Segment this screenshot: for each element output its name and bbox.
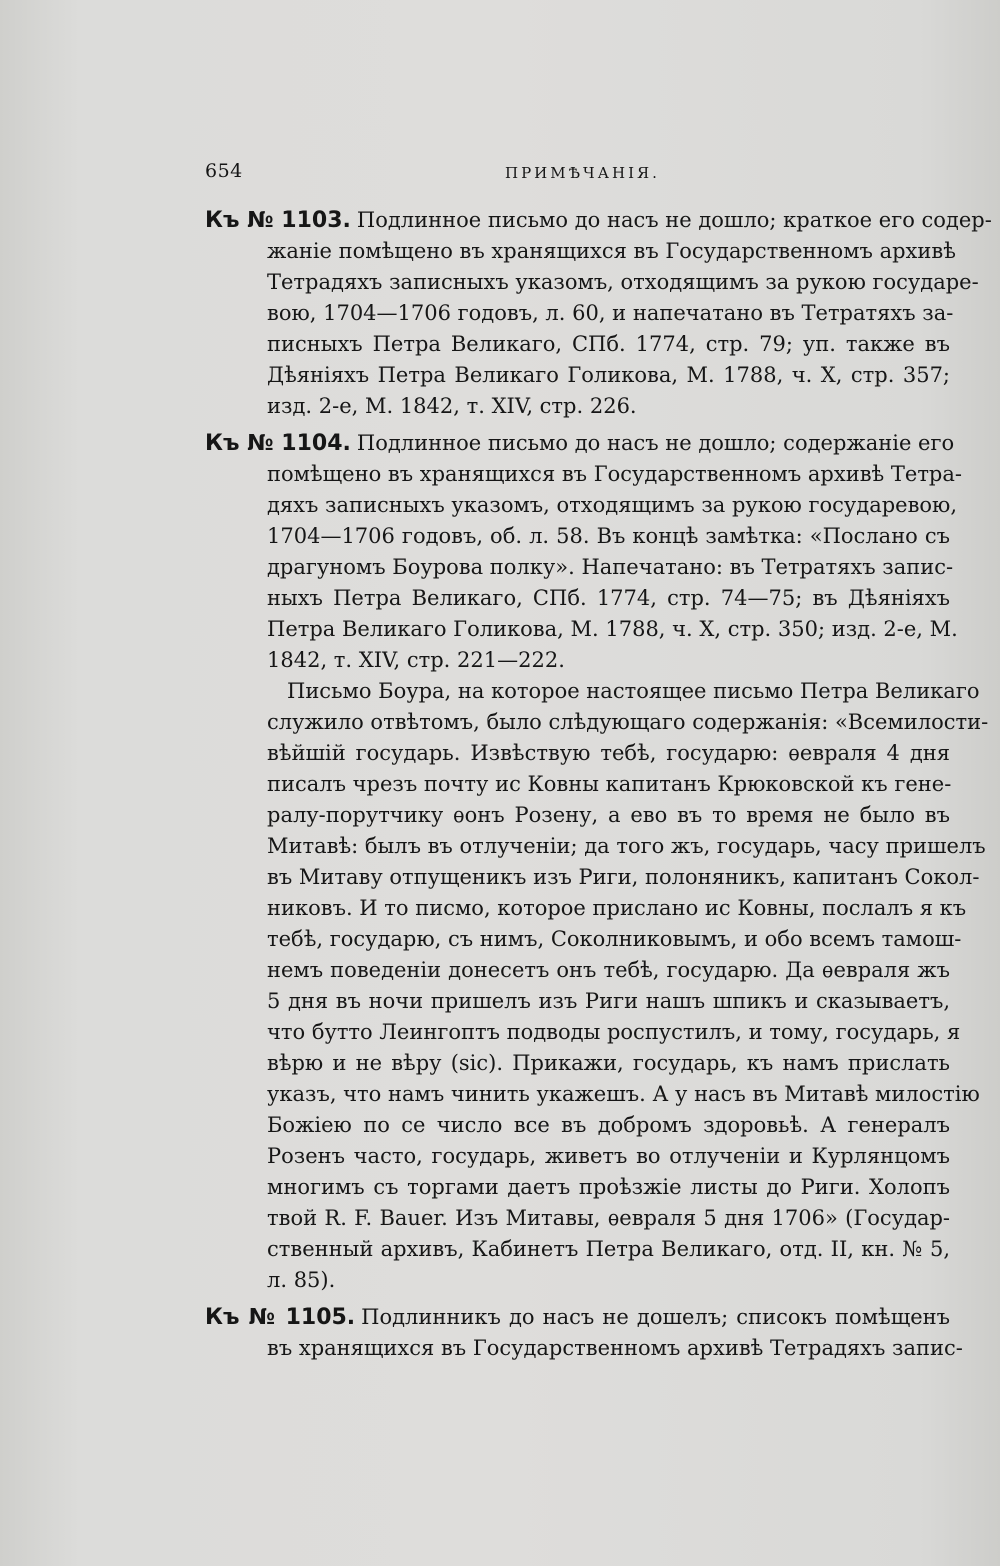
- paragraph-line: писалъ чрезъ почту ис Ковны капитанъ Крюковской къ гене-: [267, 772, 952, 796]
- note-line: драгуномъ Боурова полку». Напечатано: въ Тетратяхъ запис-: [267, 555, 954, 579]
- paragraph-line: вѣйшій государь. Извѣствую тебѣ, государю: ѳевраля 4 дня: [267, 741, 950, 765]
- paragraph-line: л. 85).: [267, 1268, 336, 1292]
- note-line: вою, 1704—1706 годовъ, л. 60, и напечатано въ Тетратяхъ за-: [267, 301, 954, 325]
- paragraph-line: служило отвѣтомъ, было слѣдующаго содержанія: «Всемилости-: [267, 710, 989, 734]
- paragraph-line: указъ, что намъ чинить укажешъ. А у насъ въ Митавѣ милостію: [267, 1082, 980, 1106]
- paragraph-line: ственный архивъ, Кабинетъ Петра Великаго, отд. II, кн. № 5,: [267, 1237, 950, 1261]
- paragraph-line: никовъ. И то писмо, которое прислано ис Ковны, послалъ я къ: [267, 896, 967, 920]
- section-title: ПРИМѢЧАНІЯ.: [505, 164, 660, 182]
- note-line: писныхъ Петра Великаго, СПб. 1774, стр. 79; уп. также въ: [267, 332, 950, 356]
- note-line: Къ № 1105. Подлинникъ до насъ не дошелъ; списокъ помѣщенъ: [205, 1305, 951, 1330]
- note-1105: [205, 1302, 963, 1364]
- note-line: жаніе помѣщено въ хранящихся въ Государственномъ архивѣ: [267, 239, 956, 263]
- note-line: 1704—1706 годовъ, об. л. 58. Въ концѣ замѣтка: «Послано съ: [267, 524, 950, 548]
- note-line: дяхъ записныхъ указомъ, отходящимъ за рукою государевою,: [267, 493, 958, 517]
- paragraph-line: Розенъ часто, государь, живетъ во отлученіи и Курлянцомъ: [267, 1144, 950, 1168]
- paragraph-line: многимъ съ торгами даетъ проѣзжіе листы до Риги. Холопъ: [267, 1175, 950, 1199]
- note-line: въ хранящихся въ Государственномъ архивѣ Тетрадяхъ запис-: [267, 1336, 963, 1360]
- paragraph-line: Митавѣ: былъ въ отлученіи; да того жъ, государь, часу пришелъ: [267, 834, 986, 858]
- note-1103: [205, 205, 992, 422]
- paragraph-line: ралу-порутчику ѳонъ Розену, а ево въ то время не было въ: [267, 803, 950, 827]
- note-label: Къ № 1104.: [205, 431, 351, 456]
- note-line: Петра Великаго Голикова, М. 1788, ч. X, стр. 350; изд. 2-е, М.: [267, 617, 958, 641]
- note-label: Къ № 1105.: [205, 1305, 356, 1330]
- note-line: Къ № 1103. Подлинное письмо до насъ не дошло; краткое его содер-: [205, 208, 992, 233]
- note-line: Дѣяніяхъ Петра Великаго Голикова, М. 1788, ч. X, стр. 357;: [267, 363, 950, 387]
- paragraph-line: тебѣ, государю, съ нимъ, Соколниковымъ, и обо всемъ тамош-: [267, 927, 962, 951]
- paragraph-line: въ Митаву отпущеникъ изъ Риги, полоняникъ, капитанъ Сокол-: [267, 865, 980, 889]
- paragraph-line: Письмо Боура, на которое настоящее письмо Петра Великаго: [287, 679, 980, 703]
- note-line: изд. 2-е, М. 1842, т. XIV, стр. 226.: [267, 394, 637, 418]
- paragraph-line: немъ поведеніи донесетъ онъ тебѣ, государю. Да ѳевраля жъ: [267, 958, 950, 982]
- notes-body: [205, 205, 992, 1370]
- note-line: 1842, т. XIV, стр. 221—222.: [267, 648, 565, 672]
- paragraph-line: что бутто Леингоптъ подводы роспустилъ, и тому, государь, я: [267, 1020, 961, 1044]
- paragraph-line: 5 дня въ ночи пришелъ изъ Риги нашъ шпикъ и сказываетъ,: [267, 989, 950, 1013]
- note-label: Къ № 1103.: [205, 208, 351, 233]
- running-head: [205, 150, 950, 190]
- note-line: ныхъ Петра Великаго, СПб. 1774, стр. 74—75; въ Дѣяніяхъ: [267, 586, 950, 610]
- note-1104: [205, 428, 989, 1296]
- note-line: помѣщено въ хранящихся въ Государственномъ архивѣ Тетра-: [267, 462, 962, 486]
- quoted-letter-paragraph: [205, 676, 989, 1296]
- paragraph-line: твой R. F. Bauer. Изъ Митавы, ѳевраля 5 дня 1706» (Государ-: [267, 1206, 950, 1230]
- page-number: 654: [205, 160, 243, 182]
- paragraph-line: вѣрю и не вѣру (sic). Прикажи, государь, къ намъ прислать: [267, 1051, 950, 1075]
- note-line: Къ № 1104. Подлинное письмо до насъ не дошло; содержаніе его: [205, 431, 955, 456]
- note-line: Тетрадяхъ записныхъ указомъ, отходящимъ за рукою государе-: [267, 270, 979, 294]
- paragraph-line: Божіею по се число все въ добромъ здоровьѣ. А генералъ: [267, 1113, 950, 1137]
